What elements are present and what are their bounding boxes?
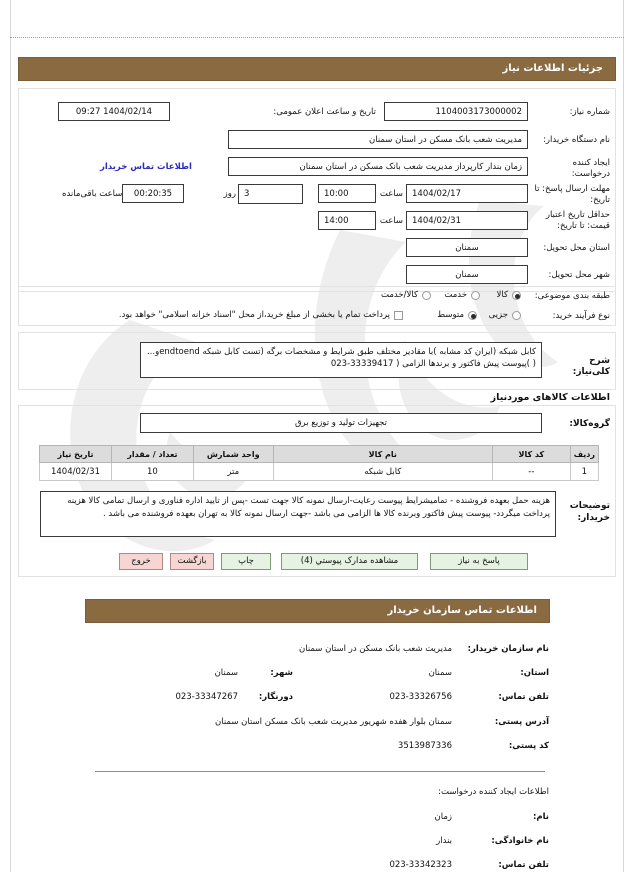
- deadline-label-line2: تاریخ:: [590, 195, 610, 205]
- requester-phone-label: تلفن تماس:: [498, 860, 549, 870]
- col-item-name: نام کالا: [273, 446, 492, 463]
- delivery-city-label: شهر محل تحویل:: [548, 270, 610, 280]
- col-need-date: تاریخ نیاز: [40, 446, 112, 463]
- requester-section-heading: اطلاعات ایجاد کننده درخواست:: [438, 787, 549, 797]
- col-item-code: کد کالا: [492, 446, 570, 463]
- delivery-province-label: استان محل تحویل:: [543, 243, 610, 253]
- delivery-city-value: سمنان: [406, 265, 528, 284]
- validity-date-value: 1404/02/31: [406, 211, 528, 230]
- cell-need-date: 1404/02/31: [40, 463, 112, 481]
- need-number-value: 1104003173000002: [384, 102, 528, 121]
- creator-value: زمان بندار کارپرداز مدیریت شعب بانک مسکن در استان سمنان: [228, 157, 528, 176]
- radio-process-minor[interactable]: [512, 311, 521, 320]
- remaining-days-value: 3: [238, 184, 303, 204]
- buyer-notes-label-line2: خریدار:: [577, 513, 610, 523]
- countdown-label: ساعت باقی‌مانده: [62, 189, 123, 199]
- back-button[interactable]: بازگشت: [170, 553, 214, 570]
- validity-label-line2: قیمت: تا تاریخ:: [557, 221, 610, 231]
- respond-to-need-button[interactable]: پاسخ به نیاز: [430, 553, 528, 570]
- contact-province-label: استان:: [520, 668, 549, 678]
- requester-phone-value: 023-33342323: [389, 860, 452, 870]
- subject-category-label: طبقه بندی موضوعی:: [534, 291, 610, 301]
- announce-datetime-label: تاریخ و ساعت اعلان عمومی:: [273, 107, 376, 117]
- contact-fax-value: 023-33347267: [175, 692, 238, 702]
- radio-category-goods-service[interactable]: [422, 291, 431, 300]
- remaining-days-unit: روز: [223, 189, 236, 199]
- contact-divider: [95, 771, 545, 772]
- buyer-org-label: نام دستگاه خریدار:: [543, 135, 610, 145]
- contact-postal-value: 3513987336: [397, 741, 452, 751]
- deadline-label-line1: مهلت ارسال پاسخ: تا: [534, 184, 610, 194]
- buyer-contact-link[interactable]: اطلاعات تماس خریدار: [100, 162, 192, 172]
- contact-org-name-value: مدیریت شعب بانک مسکن در استان سمنان: [299, 644, 452, 654]
- radio-category-goods-label: کالا: [496, 290, 508, 300]
- table-row: [40, 463, 599, 481]
- contact-postal-label: کد پستی:: [508, 741, 549, 751]
- page-top-divider: [10, 37, 624, 38]
- requester-first-name-value: زمان: [434, 812, 452, 822]
- contact-org-name-label: نام سازمان خریدار:: [467, 644, 549, 654]
- contact-info-band: [85, 599, 550, 623]
- radio-process-medium-label: متوسط: [437, 310, 464, 320]
- radio-category-goods-service-label: کالا/خدمت: [381, 290, 418, 300]
- cell-unit: متر: [193, 463, 273, 481]
- buyer-notes-label-line1: توضیحات: [569, 501, 610, 511]
- cell-quantity: 10: [111, 463, 193, 481]
- announce-datetime-value: 1404/02/14 09:27: [58, 102, 170, 121]
- need-summary-value: کابل شبکه (ایران کد مشابه )با مقادیر مختلف طبق شرایط و مشخصات برگه (تست کابل شبکه endtoendو...( )پیوست پیش فاکتور و برندها الزامی ( 33339417-023: [140, 342, 542, 378]
- goods-group-label: گروه‌کالا:: [569, 419, 610, 429]
- contact-fax-label: دورنگار:: [258, 692, 293, 702]
- contact-province-value: سمنان: [428, 668, 452, 678]
- contact-address-value: سمنان بلوار هفده شهریور مدیریت شعب بانک مسکن استان سمنان: [215, 717, 452, 727]
- goods-group-value: تجهیزات تولید و توزیع برق: [140, 413, 542, 433]
- goods-table-header-row: [40, 446, 599, 463]
- need-summary-label: شرح کلی‌نیاز:: [572, 356, 610, 377]
- goods-section-heading: اطلاعات کالاهای موردنیاز: [490, 392, 610, 403]
- radio-process-medium[interactable]: [468, 311, 477, 320]
- deadline-hour-value: 10:00: [318, 184, 376, 203]
- view-attachments-button[interactable]: مشاهده مدارک پیوستي (4): [281, 553, 418, 570]
- buyer-org-value: مدیریت شعب بانک مسکن در استان سمنان: [228, 130, 528, 149]
- validity-label-line1: حداقل تاریخ اعتبار: [545, 210, 610, 220]
- cell-item-code: --: [492, 463, 570, 481]
- radio-category-goods[interactable]: [512, 291, 521, 300]
- validity-hour-value: 14:00: [318, 211, 376, 230]
- need-details-band: [18, 57, 616, 81]
- validity-hour-label: ساعت: [379, 216, 403, 226]
- contact-phone-value: 023-33326756: [389, 692, 452, 702]
- delivery-province-value: سمنان: [406, 238, 528, 257]
- requester-first-name-label: نام:: [532, 812, 549, 822]
- col-row-no: ردیف: [570, 446, 598, 463]
- need-details-band-title: جزئیات اطلاعات نیاز: [502, 63, 603, 74]
- requester-last-name-label: نام خانوادگی:: [491, 836, 549, 846]
- purchase-process-label: نوع فرآیند خرید:: [552, 311, 610, 321]
- cell-row-no: 1: [570, 463, 598, 481]
- requester-last-name-value: بندار: [436, 836, 452, 846]
- exit-button[interactable]: خروج: [119, 553, 163, 570]
- buyer-notes-value: هزینه حمل بعهده فروشنده - تمامیشرایط پیوست رعایت-ارسال نمونه کالا جهت تست -پس از تایید اداره فناوری و ارسال تمامی کالا هزینه پرداخت میگردد- پیوست پیش فاکتور وبرنده کالا ها الزامی می باشد -جهت ارسال نمونه کالا به تهران بعهده فروشنده می باشد .: [40, 491, 556, 537]
- creator-label-line1: ایجاد کننده: [572, 158, 610, 168]
- deadline-hour-label: ساعت: [379, 189, 403, 199]
- contact-info-band-title: اطلاعات تماس سازمان خریدار: [387, 605, 537, 616]
- checkbox-islamic-treasury-label: پرداخت تمام یا بخشی از مبلغ خرید،از محل "اسناد خزانه اسلامی" خواهد بود.: [118, 310, 390, 320]
- contact-phone-label: تلفن تماس:: [498, 692, 549, 702]
- countdown-value: 00:20:35: [122, 184, 184, 203]
- deadline-date-value: 1404/02/17: [406, 184, 528, 203]
- col-unit: واحد شمارش: [193, 446, 273, 463]
- checkbox-islamic-treasury[interactable]: [394, 311, 403, 320]
- creator-label-line2: درخواست:: [571, 169, 610, 179]
- cell-item-name: کابل شبکه: [273, 463, 492, 481]
- contact-city-value: سمنان: [214, 668, 238, 678]
- need-number-label: شماره نیاز:: [569, 107, 610, 117]
- radio-category-service-label: خدمت: [444, 290, 467, 300]
- radio-category-service[interactable]: [471, 291, 480, 300]
- print-button[interactable]: چاپ: [221, 553, 271, 570]
- radio-process-minor-label: جزیی: [488, 310, 508, 320]
- goods-table: [39, 445, 599, 481]
- col-quantity: تعداد / مقدار: [111, 446, 193, 463]
- contact-address-label: آدرس پستی:: [494, 717, 549, 727]
- contact-city-label: شهر:: [270, 668, 293, 678]
